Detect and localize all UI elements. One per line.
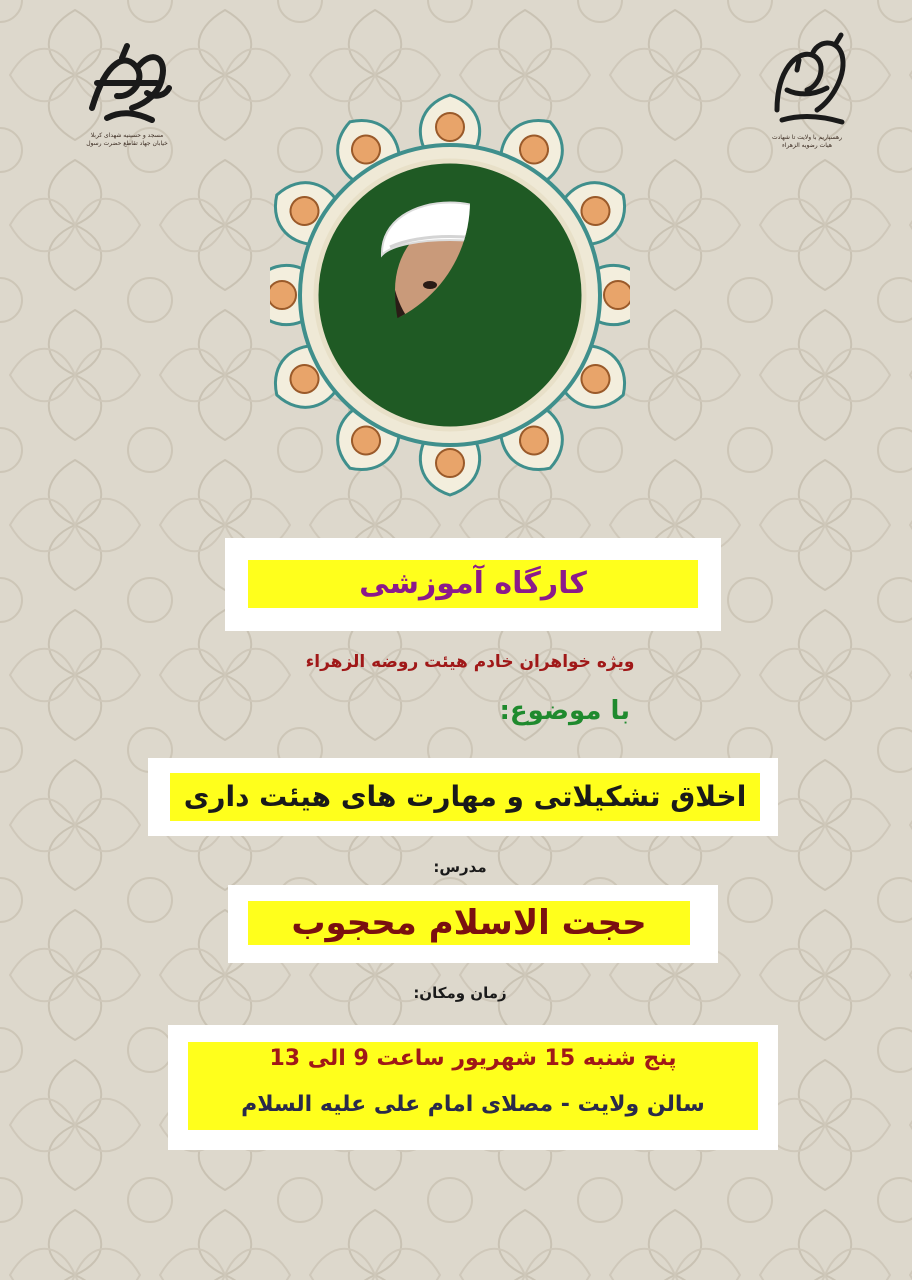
left-logo-caption: مسجد و حسینیه شهدای کربلا <box>90 132 164 139</box>
right-logo-caption: رهسپاریم با ولایت تا شهادت <box>771 134 843 141</box>
rowzeh-zahra-logo <box>752 30 862 151</box>
speaker-portrait-frame <box>270 85 630 520</box>
time-place-label: زمان ومکان: <box>413 984 507 1002</box>
teacher-name: حجت الاسلام محجوب <box>291 903 647 943</box>
topic-text: اخلاق تشکیلاتی و مهارت های هیئت داری <box>183 780 747 813</box>
location-text: سالن ولایت - مصلای امام علی علیه السلام <box>241 1092 705 1117</box>
calligraphy-logo-icon <box>77 38 177 128</box>
karbala-martyrs-logo <box>68 38 186 149</box>
right-logo-caption-small: هیات رضویه الزهراء <box>781 142 832 150</box>
page-title: کارگاه آموزشی <box>359 566 587 601</box>
subtitle: ویژه خواهران خادم هیئت روضه الزهراء <box>305 652 635 672</box>
topic-label: با موضوع: <box>499 696 630 726</box>
date-time-text: پنج شنبه 15 شهریور ساعت 9 الی 13 <box>269 1046 677 1071</box>
teacher-label: مدرس: <box>433 858 487 876</box>
left-logo-caption-small: خیابان جهاد تقاطع حضرت رسول <box>86 140 168 148</box>
calligraphy-logo-icon <box>757 30 857 130</box>
